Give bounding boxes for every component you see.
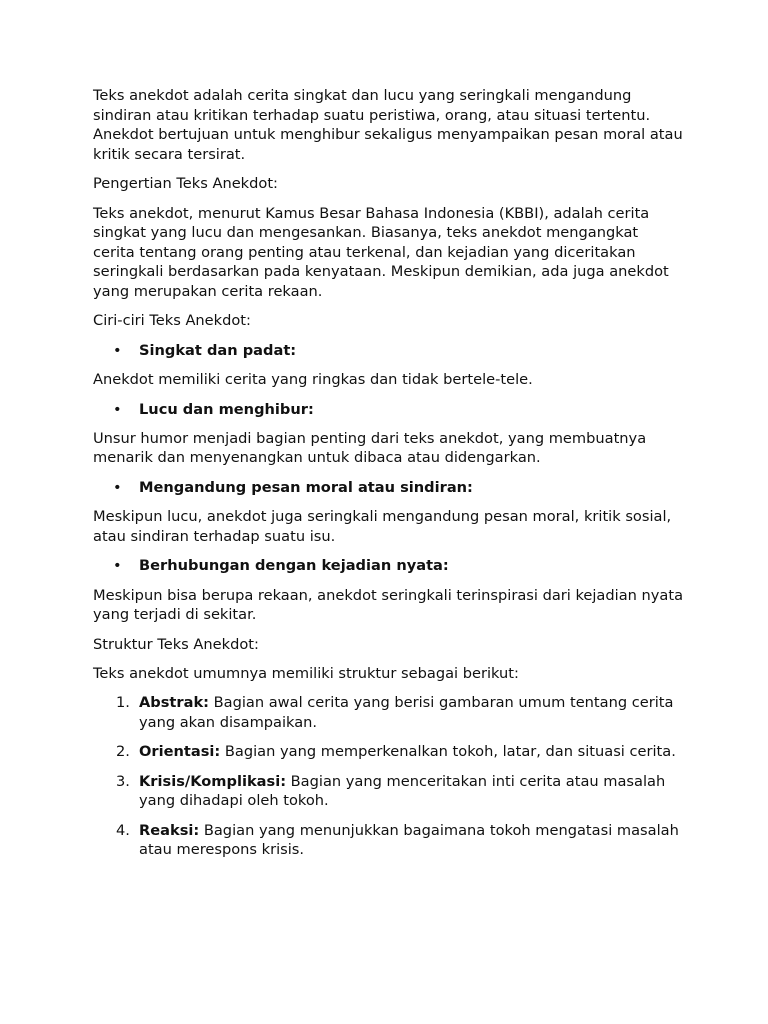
- bullet-item: [93, 400, 683, 420]
- item-text: Bagian yang menceritakan inti cerita atau masalah yang dihadapi oleh tokoh.: [139, 772, 666, 810]
- bullet-item: [93, 341, 683, 361]
- item-text: Bagian yang memperkenalkan tokoh, latar, dan situasi cerita.: [220, 743, 676, 761]
- bullet-description: Meskipun bisa berupa rekaan, anekdot seringkali terinspirasi dari kejadian nyata yang terjadi di sekitar.: [93, 586, 684, 624]
- item-text: Bagian yang menunjukkan bagaimana tokoh mengatasi masalah atau merespons krisis.: [139, 821, 679, 859]
- bullet-title: Singkat dan padat:: [139, 341, 297, 359]
- numbered-item: [93, 821, 683, 860]
- bullet-description: Anekdot memiliki cerita yang ringkas dan tidak bertele-tele.: [93, 371, 533, 389]
- bullet-title: Lucu dan menghibur:: [139, 400, 314, 418]
- bullet-item: [93, 478, 683, 498]
- item-number: 2.: [116, 743, 130, 761]
- numbered-item: [93, 693, 683, 732]
- bullet-description: Meskipun lucu, anekdot juga seringkali mengandung pesan moral, kritik sosial, atau sindiran terhadap suatu isu.: [93, 508, 672, 545]
- bullet-icon: •: [113, 400, 122, 418]
- definition-paragraph: Teks anekdot, menurut Kamus Besar Bahasa Indonesia (KBBI), adalah cerita singkat yang lucu dan mengesankan. Biasanya, teks anekdot mengangkat cerita tentang orang penting atau terkenal, dan kejadian yang diceritakan seringkali berdasarkan pada kenyataan. Meskipun demikian, ada juga anekdot yang merupakan cerita rekaan.: [93, 204, 669, 300]
- bullet-icon: •: [113, 478, 122, 496]
- bullet-title: Berhubungan dengan kejadian nyata:: [139, 557, 449, 575]
- intro-paragraph: Teks anekdot adalah cerita singkat dan lucu yang seringkali mengandung sindiran atau kritikan terhadap suatu peristiwa, orang, atau situasi tertentu. Anekdot bertujuan untuk menghibur sekaligus menyampaikan pesan moral atau kritik secara tersirat.: [93, 87, 683, 163]
- item-term: Krisis/Komplikasi:: [139, 772, 287, 790]
- numbered-item: [93, 772, 683, 811]
- bullet-icon: •: [113, 341, 122, 359]
- bullet-description: Unsur humor menjadi bagian penting dari teks anekdot, yang membuatnya menarik dan menyenangkan untuk dibaca atau didengarkan.: [93, 429, 647, 467]
- item-number: 3.: [116, 772, 130, 790]
- item-term: Reaksi:: [139, 821, 200, 839]
- item-number: 4.: [116, 821, 130, 839]
- item-text: Bagian awal cerita yang berisi gambaran umum tentang cerita yang akan disampaikan.: [139, 694, 674, 731]
- bullet-item: [93, 556, 683, 576]
- item-term: Abstrak:: [139, 694, 209, 712]
- structure-intro: Teks anekdot umumnya memiliki struktur sebagai berikut:: [93, 665, 519, 683]
- characteristics-heading: Ciri-ciri Teks Anekdot:: [93, 312, 251, 330]
- item-number: 1.: [116, 694, 130, 712]
- bullet-icon: •: [113, 557, 122, 575]
- item-term: Orientasi:: [139, 743, 221, 761]
- numbered-item: [93, 742, 683, 762]
- bullet-title: Mengandung pesan moral atau sindiran:: [139, 478, 473, 496]
- document-page: [93, 86, 683, 870]
- definition-heading: Pengertian Teks Anekdot:: [93, 175, 278, 193]
- structure-heading: Struktur Teks Anekdot:: [93, 635, 259, 653]
